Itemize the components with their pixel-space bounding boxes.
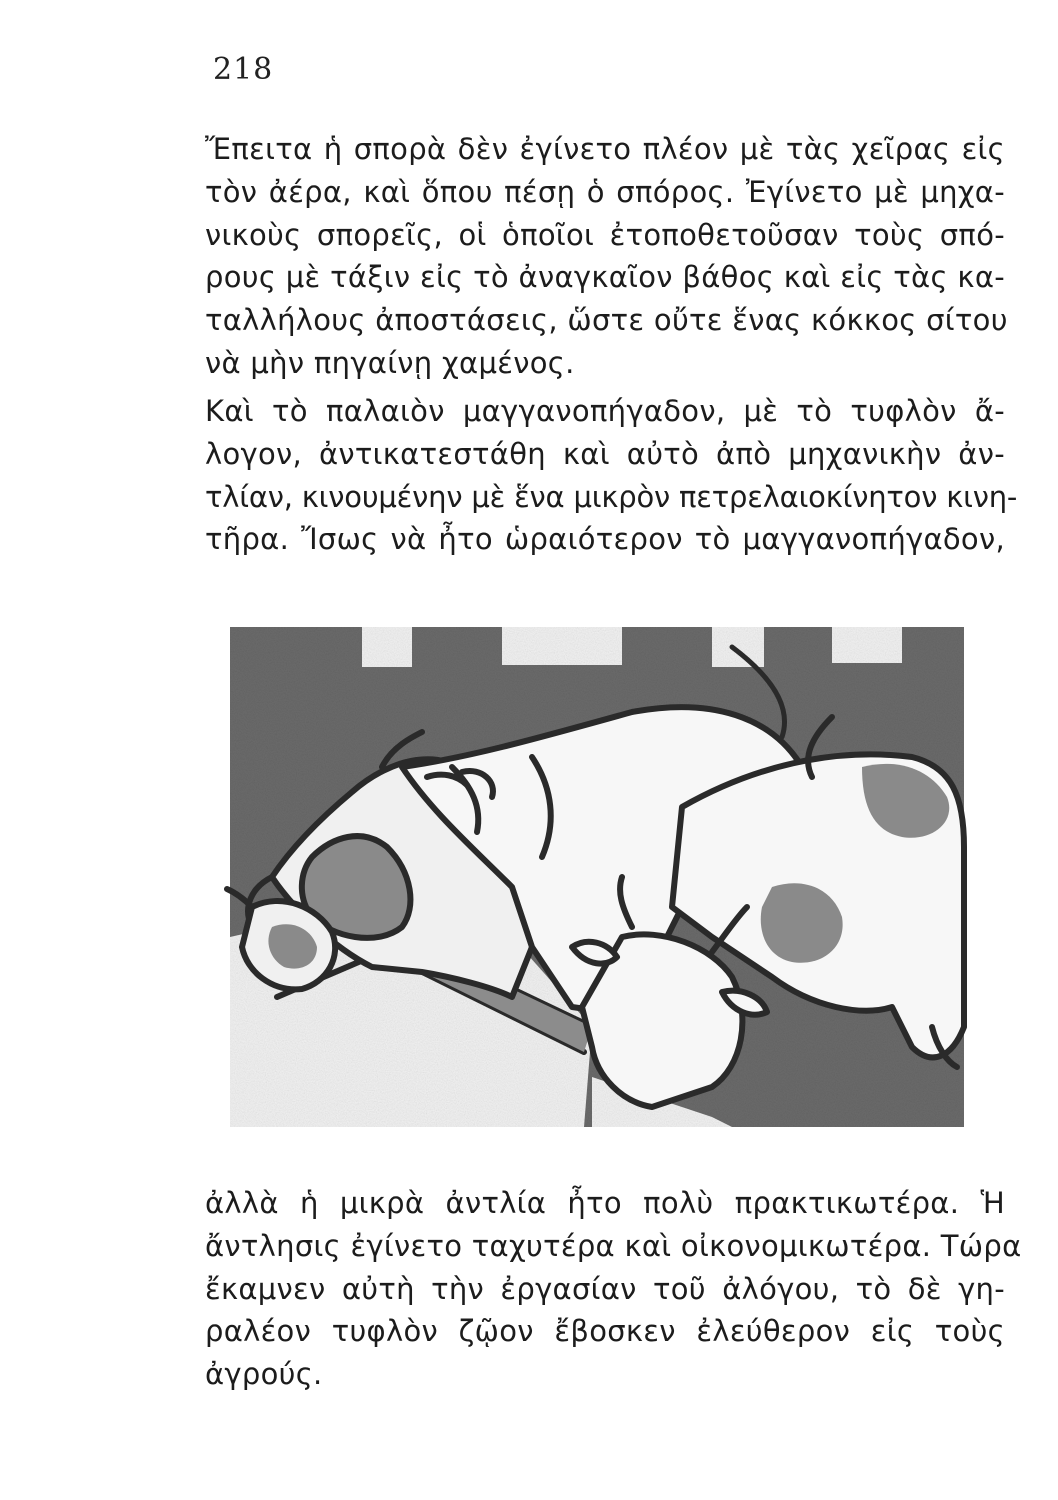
text-line: τὸν ἀέρα, καὶ ὅπου πέσῃ ὁ σπόρος. Ἐγίνετο μὲ μηχα- <box>205 174 1005 209</box>
text-line: λογον, ἀντικατεστάθη καὶ αὐτὸ ἀπὸ μηχανικὴν ἀν- <box>205 436 1005 471</box>
text-line: Ἔπειτα ἡ σπορὰ δὲν ἐγίνετο πλέον μὲ τὰς χεῖρας εἰς <box>205 132 1005 166</box>
text-line: νὰ μὴν πηγαίνῃ χαμένος. <box>205 345 575 380</box>
text-line: ἄντλησις ἐγίνετο ταχυτέρα καὶ οἰκονομικωτέρα. Τώρα <box>205 1228 1022 1263</box>
text-line: Καὶ τὸ παλαιὸν μαγγανοπήγαδον, μὲ τὸ τυφλὸν ἄ- <box>205 394 1005 428</box>
paragraph-3 <box>205 1182 1022 1396</box>
text-line: ἀγρούς. <box>205 1357 323 1392</box>
text-line: νικοὺς σπορεῖς, οἱ ὁποῖοι ἐτοποθετοῦσαν τοὺς σπό- <box>205 217 1005 252</box>
text-line: ρους μὲ τάξιν εἰς τὸ ἀναγκαῖον βάθος καὶ εἰς τὰς κα- <box>205 260 1005 295</box>
text-line: ραλέον τυφλὸν ζῷον ἔβοσκεν ἐλεύθερον εἰς τοὺς <box>205 1314 1005 1349</box>
cows-illustration <box>212 607 984 1159</box>
text-line: ταλλήλους ἀποστάσεις, ὥστε οὔτε ἕνας κόκκος σίτου <box>205 303 1008 338</box>
paragraph-2 <box>205 390 1018 561</box>
text-line: ἀλλὰ ἡ μικρὰ ἀντλία ἦτο πολὺ πρακτικωτέρα. Ἡ <box>205 1186 1005 1220</box>
paragraph-1 <box>205 128 1008 385</box>
text-line: τῆρα. Ἴσως νὰ ἦτο ὡραιότερον τὸ μαγγανοπήγαδον, <box>205 522 1005 557</box>
text-line: ἔκαμνεν αὐτὴ τὴν ἐργασίαν τοῦ ἀλόγου, τὸ δὲ γη- <box>205 1271 1005 1306</box>
text-line: τλίαν, κινουμένην μὲ ἕνα μικρὸν πετρελαιοκίνητον κινη- <box>205 479 1018 514</box>
page-number: 218 <box>213 52 274 87</box>
